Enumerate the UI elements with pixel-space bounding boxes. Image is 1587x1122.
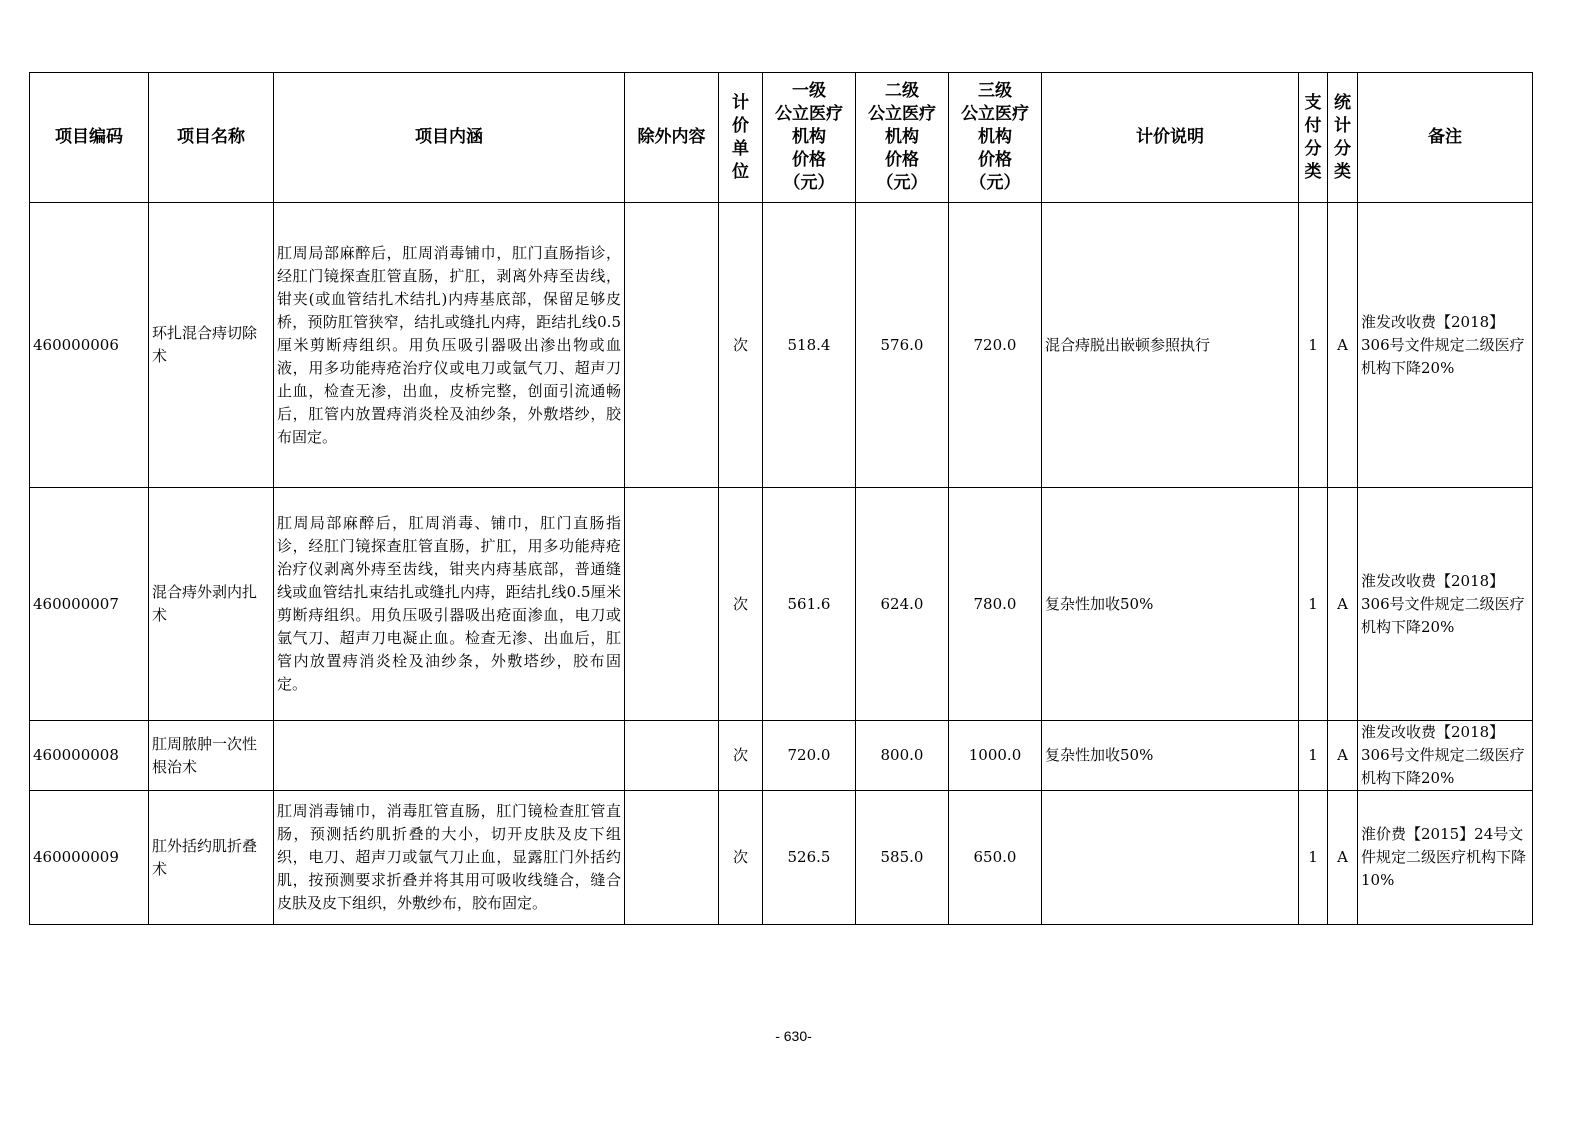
cell-exclusion: [625, 721, 719, 791]
cell-unit: 次: [719, 721, 763, 791]
cell-remarks: 淮发改收费【2018】306号文件规定二级医疗机构下降20%: [1358, 203, 1533, 488]
header-level1-line: 价格: [792, 150, 826, 170]
cell-payment-class: 1: [1299, 721, 1328, 791]
cell-unit: 次: [719, 203, 763, 488]
cell-remarks: 淮发改收费【2018】306号文件规定二级医疗机构下降20%: [1358, 488, 1533, 721]
cell-price-level3: 1000.0: [949, 721, 1042, 791]
header-level1-line: 一级: [792, 81, 826, 101]
cell-content: 肛周消毒铺巾，消毒肛管直肠，肛门镜检查肛管直肠，预测括约肌折叠的大小，切开皮肤及皮下组织，电刀、超声刀或氩气刀止血，显露肛门外括约肌，按预测要求折叠并将其用可吸收线缝合，缝合皮肤及皮下组织，外敷纱布，胶布固定。: [274, 791, 625, 925]
cell-price-level2: 624.0: [856, 488, 949, 721]
cell-payment-class: 1: [1299, 791, 1328, 925]
header-level2-price: [856, 73, 949, 203]
header-remarks: 备注: [1358, 73, 1533, 203]
cell-pricing-note: 复杂性加收50%: [1042, 488, 1299, 721]
cell-name: 肛周脓肿一次性根治术: [149, 721, 274, 791]
cell-pricing-note: [1042, 791, 1299, 925]
header-level3-line: 价格: [978, 150, 1012, 170]
cell-content: 肛周局部麻醉后，肛周消毒、铺巾，肛门直肠指诊，经肛门镜探查肛管直肠，扩肛，用多功能痔疮治疗仪剥离外痔至齿线，钳夹内痔基底部，普通缝线或血管结扎束结扎或缝扎内痔，距结扎线0.5厘米剪断痔组织。用负压吸引器吸出疮面渗血，电刀或氩气刀、超声刀电凝止血。检查无渗、出血后，肛管内放置痔消炎栓及油纱条，外敷塔纱，胶布固定。: [274, 488, 625, 721]
header-exclusion: 除外内容: [625, 73, 719, 203]
header-unit-text: 计价单位: [732, 92, 749, 182]
header-payment-class-text: 支付分类: [1304, 92, 1322, 182]
cell-code: 460000009: [30, 791, 149, 925]
header-level3-line: 机构: [978, 127, 1012, 147]
table-row: [30, 203, 1533, 488]
header-level2-line: 价格: [885, 150, 919, 170]
cell-stat-class: A: [1328, 791, 1358, 925]
cell-name: 环扎混合痔切除术: [149, 203, 274, 488]
header-level1-line: （元）: [783, 173, 835, 193]
header-pricing-note: 计价说明: [1042, 73, 1299, 203]
header-level1-price: [763, 73, 856, 203]
cell-price-level2: 576.0: [856, 203, 949, 488]
header-level2-line: 机构: [885, 127, 919, 147]
header-stat-class: [1328, 73, 1358, 203]
header-code: 项目编码: [30, 73, 149, 203]
cell-pricing-note: 复杂性加收50%: [1042, 721, 1299, 791]
header-stat-class-text: 统计分类: [1334, 92, 1351, 182]
cell-remarks: 淮价费【2015】24号文件规定二级医疗机构下降10%: [1358, 791, 1533, 925]
header-level3-line: 三级: [978, 81, 1012, 101]
header-level2-line: 二级: [885, 81, 919, 101]
cell-price-level1: 561.6: [763, 488, 856, 721]
price-table: [29, 72, 1533, 925]
header-level1-line: 机构: [792, 127, 826, 147]
table-row: [30, 721, 1533, 791]
table-row: [30, 488, 1533, 721]
cell-price-level3: 780.0: [949, 488, 1042, 721]
cell-code: 460000008: [30, 721, 149, 791]
cell-unit: 次: [719, 488, 763, 721]
cell-stat-class: A: [1328, 203, 1358, 488]
header-level2-line: 公立医疗: [868, 104, 936, 124]
cell-remarks: 淮发改收费【2018】306号文件规定二级医疗机构下降20%: [1358, 721, 1533, 791]
cell-pricing-note: 混合痔脱出嵌顿参照执行: [1042, 203, 1299, 488]
cell-name: 混合痔外剥内扎术: [149, 488, 274, 721]
header-unit: [719, 73, 763, 203]
cell-exclusion: [625, 203, 719, 488]
cell-payment-class: 1: [1299, 203, 1328, 488]
header-row: [30, 73, 1533, 203]
cell-unit: 次: [719, 791, 763, 925]
cell-price-level2: 585.0: [856, 791, 949, 925]
cell-price-level1: 720.0: [763, 721, 856, 791]
cell-price-level3: 720.0: [949, 203, 1042, 488]
cell-exclusion: [625, 488, 719, 721]
cell-content: [274, 721, 625, 791]
header-content: 项目内涵: [274, 73, 625, 203]
cell-price-level2: 800.0: [856, 721, 949, 791]
cell-stat-class: A: [1328, 488, 1358, 721]
header-payment-class: [1299, 73, 1328, 203]
cell-name: 肛外括约肌折叠术: [149, 791, 274, 925]
cell-exclusion: [625, 791, 719, 925]
header-name: 项目名称: [149, 73, 274, 203]
page-number: - 630-: [775, 1028, 812, 1044]
header-level3-line: 公立医疗: [961, 104, 1029, 124]
cell-code: 460000006: [30, 203, 149, 488]
cell-price-level1: 518.4: [763, 203, 856, 488]
cell-price-level1: 526.5: [763, 791, 856, 925]
cell-content: 肛周局部麻醉后，肛周消毒铺巾，肛门直肠指诊，经肛门镜探查肛管直肠，扩肛，剥离外痔至齿线，钳夹(或血管结扎术结扎)内痔基底部，保留足够皮桥，预防肛管狭窄，结扎或缝扎内痔，距结扎线0.5厘米剪断痔组织。用负压吸引器吸出渗出物或血液，用多功能痔疮治疗仪或电刀或氩气刀、超声刀止血，检查无渗，出血，皮桥完整，创面引流通畅后，肛管内放置痔消炎栓及油纱条，外敷塔纱，胶布固定。: [274, 203, 625, 488]
header-level1-line: 公立医疗: [775, 104, 843, 124]
cell-price-level3: 650.0: [949, 791, 1042, 925]
cell-stat-class: A: [1328, 721, 1358, 791]
table-row: [30, 791, 1533, 925]
cell-payment-class: 1: [1299, 488, 1328, 721]
header-level3-price: [949, 73, 1042, 203]
header-level2-line: （元）: [876, 173, 928, 193]
header-level3-line: （元）: [969, 173, 1021, 193]
cell-code: 460000007: [30, 488, 149, 721]
